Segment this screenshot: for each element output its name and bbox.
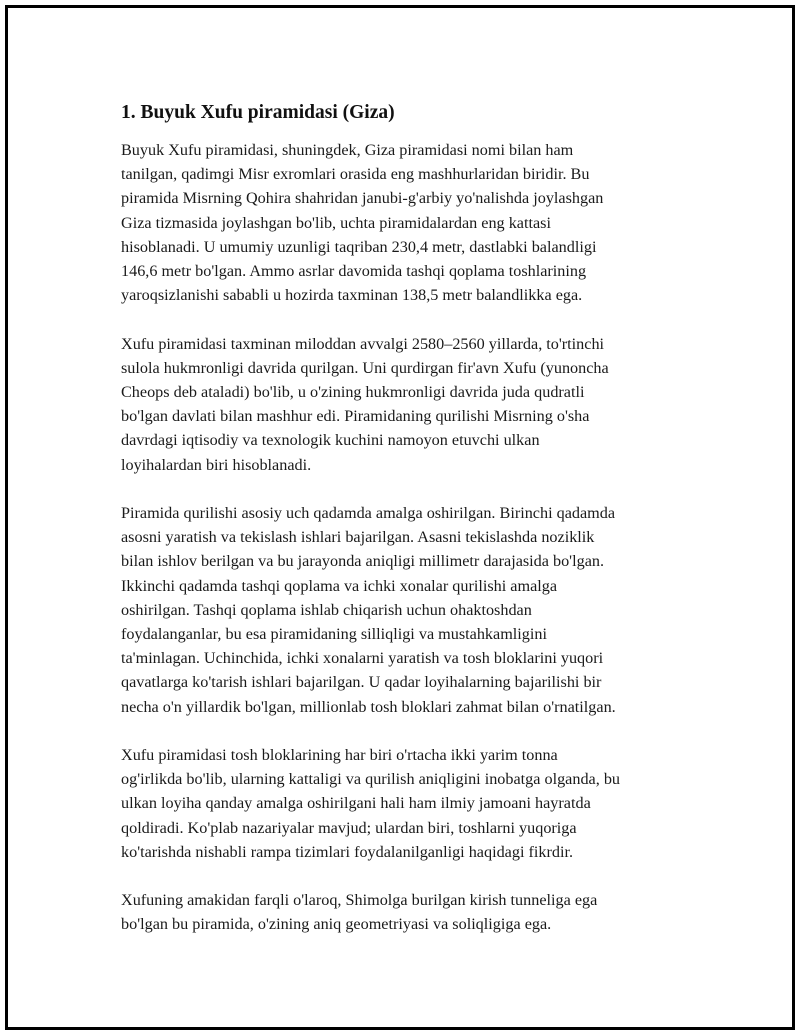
paragraph-4 <box>121 743 701 864</box>
paragraph-line: bo'lgan davlati bilan mashhur edi. Piramidaning qurilishi Misrning o'sha <box>121 407 590 426</box>
paragraph-line: ulkan loyiha qanday amalga oshirilgani hali ham ilmiy jamoani hayratda <box>121 794 591 813</box>
paragraph-line: qavatlarga ko'tarish ishlari bajarilgan. U qadar loyihalarning bajarilishi bir <box>121 673 602 692</box>
paragraph-line: Cheops deb ataladi) bo'lib, u o'zining hukmronligi davrida juda qudratli <box>121 383 585 402</box>
paragraph-line: Ikkinchi qadamda tashqi qoplama va ichki xonalar qurilishi amalga <box>121 576 558 595</box>
paragraph-line: bilan ishlov berilgan va bu jarayonda aniqligi millimetr darajasida bo'lgan. <box>121 552 605 571</box>
paragraph-line: tanilgan, qadimgi Misr exromlari orasida eng mashhurlaridan biridir. Bu <box>121 165 590 184</box>
paragraph-line: Buyuk Xufu piramidasi, shuningdek, Giza piramidasi nomi bilan ham <box>121 141 574 159</box>
paragraph-line: oshirilgan. Tashqi qoplama ishlab chiqarish uchun ohaktoshdan <box>121 600 532 619</box>
paragraph-line: asosni yaratish va tekislash ishlari bajarilgan. Asasni tekislashda noziklik <box>121 528 595 547</box>
paragraph-line: foydalanganlar, bu esa piramidaning silliqligi va mustahkamligini <box>121 625 547 644</box>
paragraph-line: Xufuning amakidan farqli o'laroq, Shimolga burilgan kirish tunneliga ega <box>121 891 598 910</box>
paragraph-line: necha o'n yillardik bo'lgan, millionlab tosh bloklari zahmat bilan o'rnatilgan. <box>121 697 616 716</box>
document-body <box>121 101 701 961</box>
paragraph-line: loyihalardan biri hisoblanadi. <box>121 455 312 474</box>
paragraph-line: Xufu piramidasi tosh bloklarining har biri o'rtacha ikki yarim tonna <box>121 746 558 765</box>
paragraph-line: Xufu piramidasi taxminan miloddan avvalgi 2580–2560 yillarda, to'rtinchi <box>121 334 605 353</box>
paragraph-line: qoldiradi. Ko'plab nazariyalar mavjud; ulardan biri, toshlarni yuqoriga <box>121 818 577 837</box>
paragraph-line: davrdagi iqtisodiy va texnologik kuchini namoyon etuvchi ulkan <box>121 431 540 450</box>
section-heading: 1. Buyuk Xufu piramidasi (Giza) <box>121 102 395 123</box>
paragraph-line: Piramida qurilishi asosiy uch qadamda amalga oshirilgan. Birinchi qadamda <box>121 504 616 523</box>
page-frame <box>5 5 795 1030</box>
paragraph-line: og'irlikda bo'lib, ularning kattaligi va qurilish aniqligini inobatga olganda, bu <box>121 770 621 789</box>
paragraph-2 <box>121 332 701 477</box>
paragraph-3 <box>121 501 701 719</box>
paragraph-line: ko'tarishda nishabli rampa tizimlari foydalanilganligi haqidagi fikrdir. <box>121 842 574 861</box>
paragraph-line: yaroqsizlanishi sababli u hozirda taxminan 138,5 metr balandlikka ega. <box>121 286 583 305</box>
paragraph-1 <box>121 138 701 307</box>
paragraph-line: hisoblanadi. U umumiy uzunligi taqriban 230,4 metr, dastlabki balandligi <box>121 237 597 256</box>
paragraph-line: 146,6 metr bo'lgan. Ammo asrlar davomida tashqi qoplama toshlarining <box>121 262 587 281</box>
paragraph-line: ta'minlagan. Uchinchida, ichki xonalarni yaratish va tosh bloklarini yuqori <box>121 649 604 668</box>
paragraph-line: bo'lgan bu piramida, o'zining aniq geometriyasi va soliqligiga ega. <box>121 915 552 934</box>
paragraph-line: Giza tizmasida joylashgan bo'lib, uchta piramidalardan eng kattasi <box>121 213 551 232</box>
paragraph-line: piramida Misrning Qohira shahridan janubi-g'arbiy yo'nalishda joylashgan <box>121 189 604 208</box>
paragraph-line: sulola hukmronligi davrida qurilgan. Uni qurdirgan fir'avn Xufu (yunoncha <box>121 358 609 377</box>
paragraph-5 <box>121 888 701 936</box>
